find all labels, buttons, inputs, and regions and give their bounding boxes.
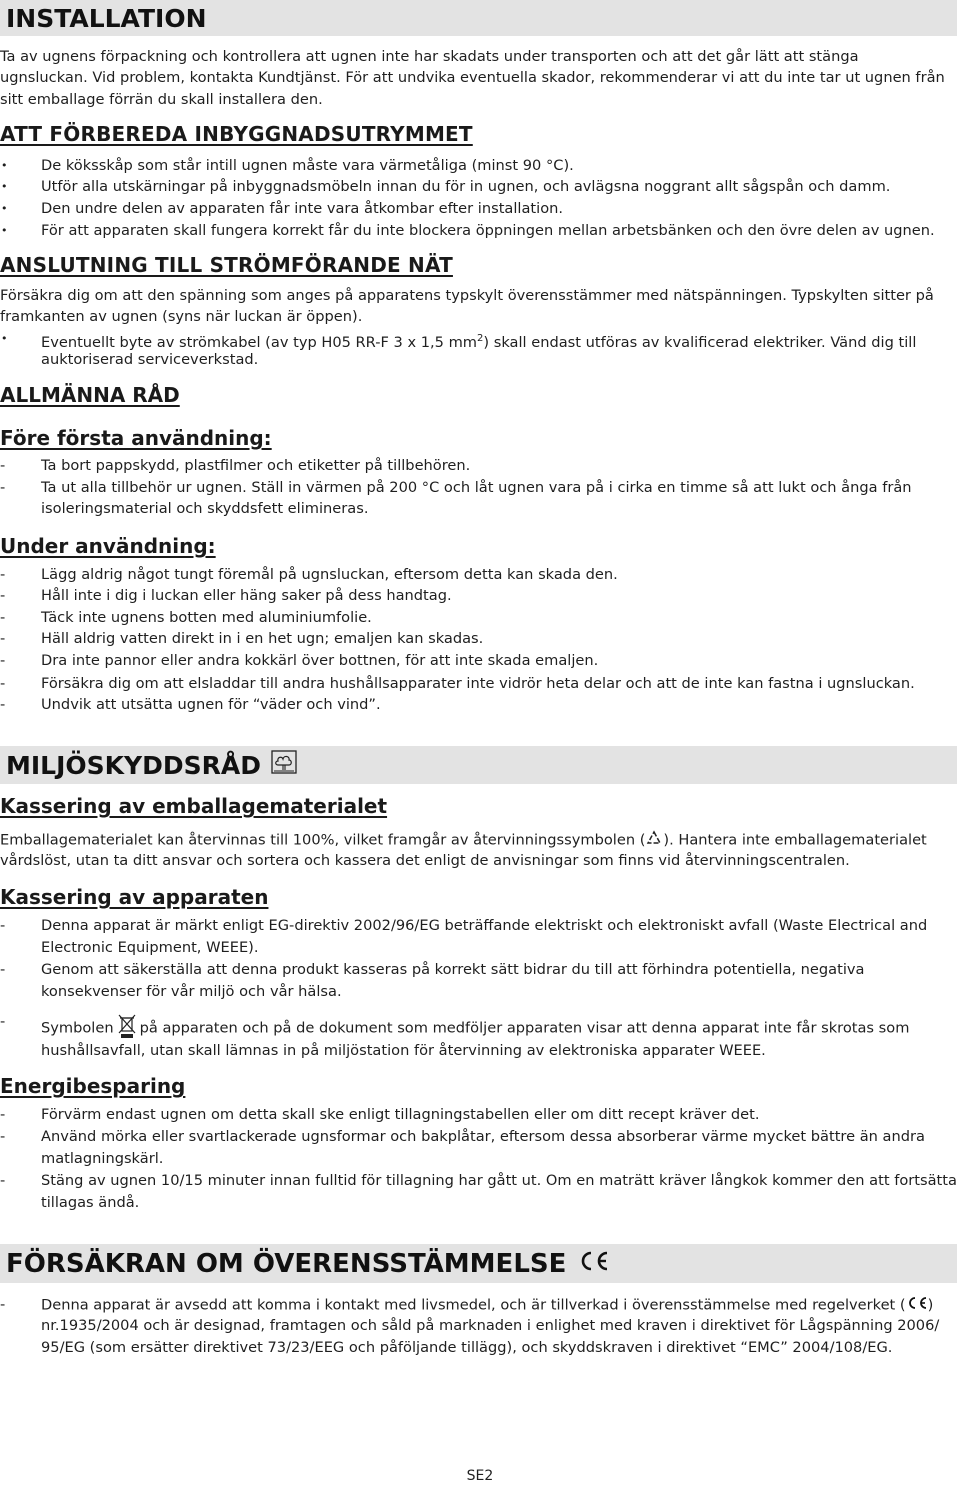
dash-marker: - <box>0 630 6 647</box>
heading-appliance-disposal: Kassering av apparaten <box>0 885 269 909</box>
section-banner-conformity <box>0 1244 957 1283</box>
list-item: Denna apparat är märkt enligt EG-direktiv 2002/96/EG beträffande elektriskt och elektroniskt avfall (Waste Electrical and <box>41 917 928 934</box>
section-banner-environment <box>0 746 957 784</box>
list-item-cont: Electronic Equipment, WEEE). <box>41 939 259 956</box>
bullet-item: Den undre delen av apparaten får inte vara åtkombar efter installation. <box>41 200 564 217</box>
dash-marker: - <box>0 1172 6 1189</box>
weee-text-part: Symbolen <box>41 1019 114 1037</box>
dash-marker: - <box>0 1128 6 1145</box>
heading-prep: ATT FÖRBEREDA INBYGGNADSUTRYMMET <box>0 122 473 146</box>
list-item: Genom att säkerställa att denna produkt kasseras på korrekt sätt bidrar du till att förhindra potentiella, negativa <box>41 961 865 978</box>
dash-marker: - <box>0 457 6 474</box>
dash-marker: - <box>0 1106 6 1123</box>
crossed-bin-icon <box>117 1013 137 1044</box>
dash-marker: - <box>0 1296 6 1313</box>
intro-line: sitt emballage förrän du skall installera den. <box>0 91 323 108</box>
connection-bullet-text: Eventuellt byte av strömkabel (av typ H05 RR-F 3 x 1,5 mm <box>41 333 478 351</box>
weee-text-cont: hushållsavfall, utan skall lämnas in på miljöstation för återvinning av elektroniska apparater WEEE. <box>41 1042 766 1059</box>
list-item: Håll inte i dig i luckan eller häng saker på dess handtag. <box>41 587 452 604</box>
section-title: FÖRSÄKRAN OM ÖVERENSSTÄMMELSE <box>6 1248 567 1279</box>
dash-marker: - <box>0 961 6 978</box>
bullet-marker: • <box>1 332 8 345</box>
conformity-text-cont: nr.1935/2004 och är designad, framtagen och såld på marknaden i enlighet med kraven i direktivet för Lågspänning 2006/ <box>41 1317 940 1334</box>
list-item: Lägg aldrig något tungt föremål på ugnsluckan, eftersom detta kan skada den. <box>41 566 618 583</box>
list-item-cont: matlagningskärl. <box>41 1150 164 1167</box>
dash-marker: - <box>0 609 6 626</box>
list-item-cont: isoleringsmaterial och skyddsfett elimineras. <box>41 500 369 517</box>
list-item: Undvik att utsätta ugnen för “väder och vind”. <box>41 696 381 713</box>
intro-line: Ta av ugnens förpackning och kontrollera att ugnen inte har skadats under transporten och att det går lätt att stänga <box>0 48 859 65</box>
connection-text: framkanten av ugnen (syns när luckan är öppen). <box>0 308 363 325</box>
list-item: Dra inte pannor eller andra kokkärl över bottnen, för att inte skada emaljen. <box>41 652 599 669</box>
conformity-text-part: Denna apparat är avsedd att komma i kontakt med livsmedel, och är tillverkad i överensstämmelse med regelverket ( <box>41 1296 906 1314</box>
dash-marker: - <box>0 1013 6 1030</box>
conformity-text <box>41 1296 933 1315</box>
page-number: SE2 <box>466 1468 494 1484</box>
dash-marker: - <box>0 696 6 713</box>
list-item: Använd mörka eller svartlackerade ugnsformar och bakplåtar, eftersom dessa absorberar värme mycket bättre än andra <box>41 1128 925 1145</box>
conformity-text-part: ) <box>927 1296 934 1314</box>
section-title: MILJÖSKYDDSRÅD <box>6 750 262 780</box>
packaging-text <box>0 830 927 851</box>
dash-marker: - <box>0 479 6 496</box>
dash-marker: - <box>0 917 6 934</box>
bullet-item: För att apparaten skall fungera korrekt får du inte blockera öppningen mellan arbetsbänken och den övre delen av ugnen. <box>41 222 935 239</box>
superscript: 2 <box>477 333 484 344</box>
bullet-marker: • <box>1 180 8 193</box>
environment-tree-icon <box>271 750 297 780</box>
heading-before-first-use: Före första användning: <box>0 426 272 450</box>
list-item: Ta bort pappskydd, plastfilmer och etiketter på tillbehören. <box>41 457 471 474</box>
heading-packaging-disposal: Kassering av emballagematerialet <box>0 794 388 818</box>
dash-marker: - <box>0 652 6 669</box>
section-title: INSTALLATION <box>6 3 207 33</box>
bullet-marker: • <box>1 224 8 237</box>
list-item: Förvärm endast ugnen om detta skall ske enligt tillagningstabellen eller om ditt recept kräver det. <box>41 1106 760 1123</box>
bullet-marker: • <box>1 159 8 172</box>
list-item: Stäng av ugnen 10/15 minuter innan fulltid för tillagning har gått ut. Om en maträtt kräver långkok kommer den att fortsätta <box>41 1172 957 1189</box>
weee-text <box>41 1013 909 1044</box>
heading-general: ALLMÄNNA RÅD <box>0 383 180 407</box>
bullet-marker: • <box>1 202 8 215</box>
dash-marker: - <box>0 675 6 692</box>
section-banner-installation <box>0 0 957 36</box>
list-item: Häll aldrig vatten direkt in i en het ugn; emaljen kan skadas. <box>41 630 484 647</box>
dash-marker: - <box>0 566 6 583</box>
packaging-text-part: Emballagematerialet kan återvinnas till 100%, vilket framgår av återvinningssymbolen ( <box>0 831 646 849</box>
packaging-text: vårdslöst, utan ta ditt ansvar och sortera och kassera det enligt de anvisningar som finns vid återvinningscentralen. <box>0 852 850 869</box>
bullet-item: Utför alla utskärningar på inbyggnadsmöbeln innan du för in ugnen, och avlägsna noggrant allt sågspån och damm. <box>41 178 891 195</box>
connection-bullet-text: ) skall endast utföras av kvalificerad elektriker. Vänd dig till <box>483 333 917 351</box>
list-item-cont: konsekvenser för vår miljö och vår hälsa. <box>41 983 342 1000</box>
dash-marker: - <box>0 587 6 604</box>
connection-bullet <box>41 330 916 352</box>
bullet-item: De köksskåp som står intill ugnen måste vara värmetåliga (minst 90 °C). <box>41 157 574 174</box>
connection-bullet-cont: auktoriserad serviceverkstad. <box>41 351 259 368</box>
ce-mark-icon <box>906 1296 928 1315</box>
heading-during-use: Under användning: <box>0 534 216 558</box>
list-item-cont: tillagas ändå. <box>41 1194 140 1211</box>
list-item: Täck inte ugnens botten med aluminiumfolie. <box>41 609 372 626</box>
connection-text: Försäkra dig om att den spänning som anges på apparatens typskylt överensstämmer med nätspänningen. Typskylten sitter på <box>0 287 934 304</box>
list-item: Ta ut alla tillbehör ur ugnen. Ställ in värmen på 200 °C och låt ugnen vara på i cirka en timme så att lukt och ånga från <box>41 479 912 496</box>
conformity-text-cont: 95/EG (som ersätter direktivet 73/23/EEG och påföljande tillägg), och skyddskraven i direktivet “EMC” 2004/108/EG. <box>41 1339 893 1356</box>
intro-line: ugnsluckan. Vid problem, kontakta Kundtjänst. För att undvika eventuella skador, rekommenderar vi att du inte tar ut ugnen från <box>0 69 945 86</box>
packaging-text-part: ). Hantera inte emballagematerialet <box>663 831 927 849</box>
recycling-icon <box>645 830 663 851</box>
heading-energy-saving: Energibesparing <box>0 1074 186 1098</box>
heading-connection: ANSLUTNING TILL STRÖMFÖRANDE NÄT <box>0 253 453 277</box>
weee-text-part: på apparaten och på de dokument som medföljer apparaten visar att denna apparat inte får skrotas som <box>139 1019 910 1037</box>
list-item: Försäkra dig om att elsladdar till andra hushållsapparater inte vidrör heta delar och att de inte kan fastna i ugnsluckan. <box>41 675 915 692</box>
ce-mark-icon <box>578 1249 610 1279</box>
